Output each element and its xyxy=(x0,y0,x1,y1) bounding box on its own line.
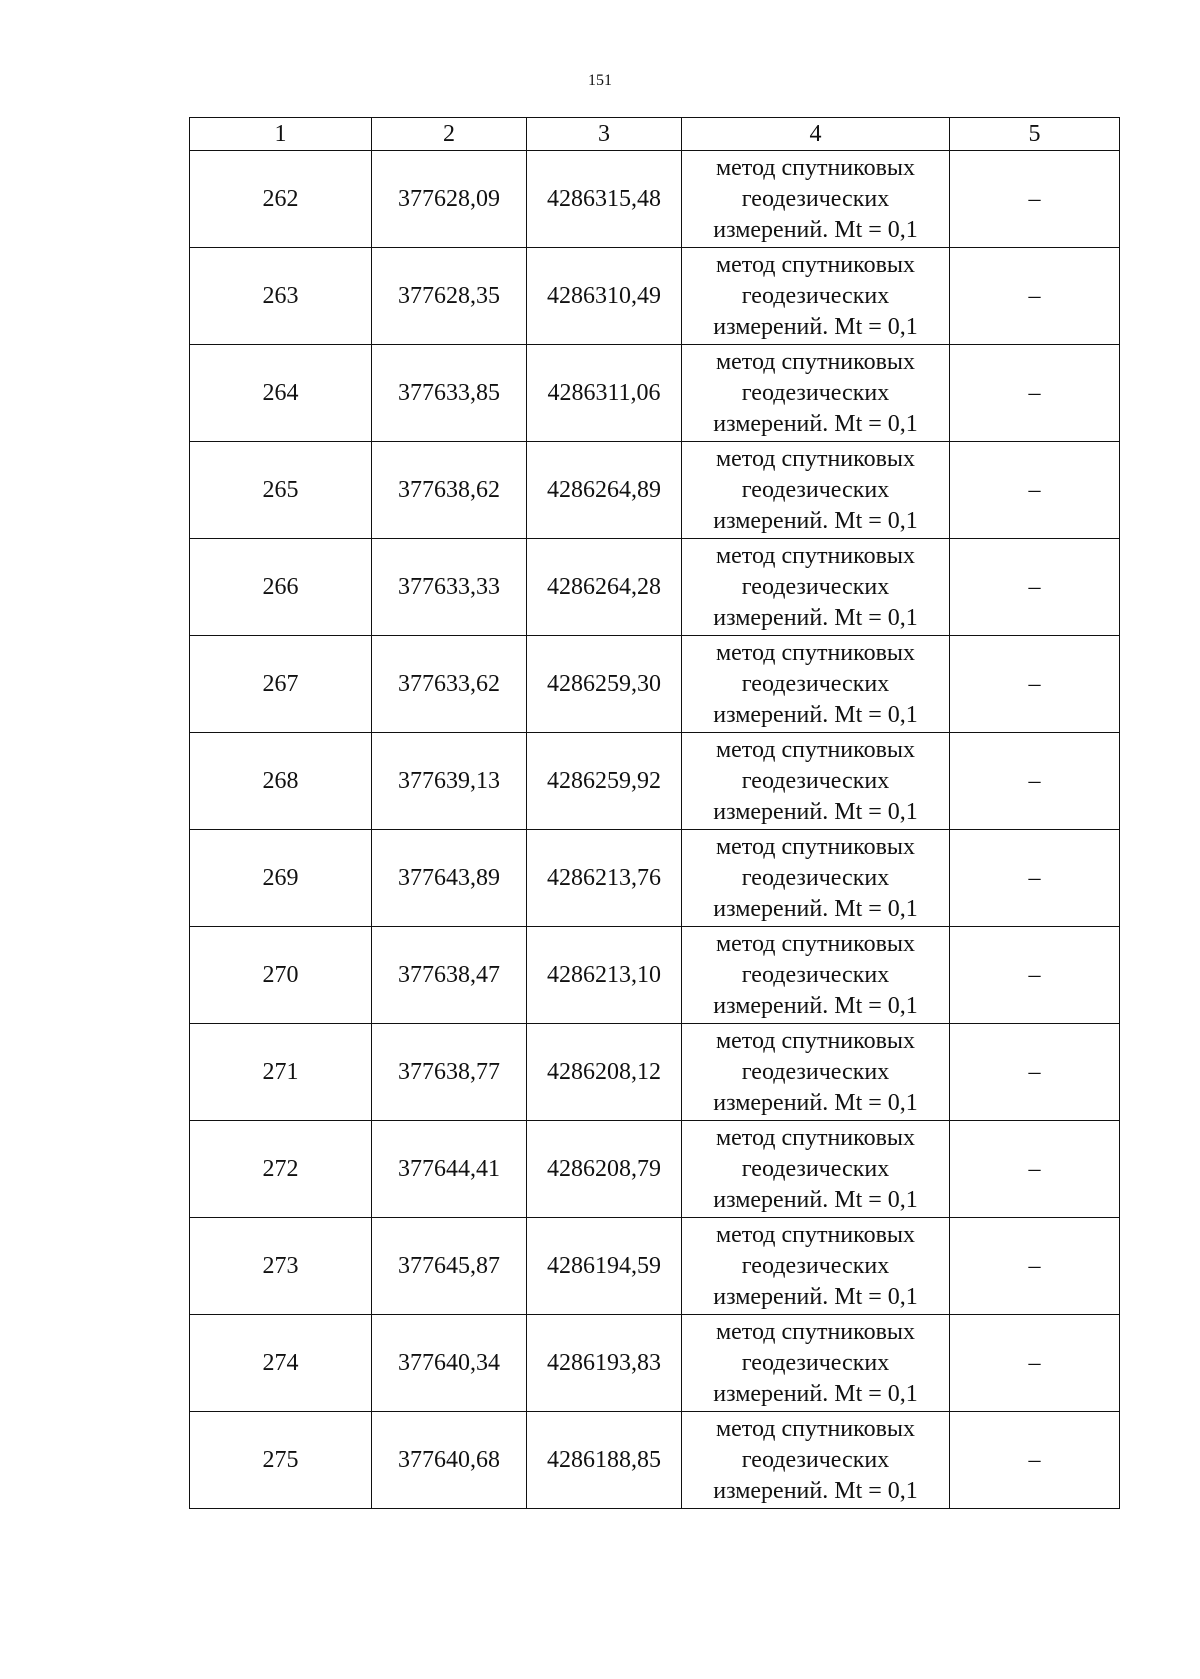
table-row xyxy=(190,1121,1120,1218)
x-coordinate-cell: 377639,13 xyxy=(372,733,527,830)
y-coordinate-cell: 4286259,30 xyxy=(527,636,682,733)
table-row xyxy=(190,248,1120,345)
y-coordinate-cell: 4286194,59 xyxy=(527,1218,682,1315)
method-cell: метод спутниковых геодезических измерений. Mt = 0,1 xyxy=(682,927,950,1024)
note-cell: – xyxy=(950,539,1120,636)
point-number-cell: 274 xyxy=(190,1315,372,1412)
method-cell: метод спутниковых геодезических измерений. Mt = 0,1 xyxy=(682,442,950,539)
y-coordinate-cell: 4286213,76 xyxy=(527,830,682,927)
note-cell: – xyxy=(950,830,1120,927)
method-cell: метод спутниковых геодезических измерений. Mt = 0,1 xyxy=(682,733,950,830)
method-cell: метод спутниковых геодезических измерений. Mt = 0,1 xyxy=(682,248,950,345)
y-coordinate-cell: 4286213,10 xyxy=(527,927,682,1024)
method-cell: метод спутниковых геодезических измерений. Mt = 0,1 xyxy=(682,636,950,733)
x-coordinate-cell: 377638,62 xyxy=(372,442,527,539)
y-coordinate-cell: 4286315,48 xyxy=(527,151,682,248)
x-coordinate-cell: 377633,62 xyxy=(372,636,527,733)
note-cell: – xyxy=(950,248,1120,345)
y-coordinate-cell: 4286208,79 xyxy=(527,1121,682,1218)
note-cell: – xyxy=(950,1024,1120,1121)
note-cell: – xyxy=(950,1121,1120,1218)
method-cell: метод спутниковых геодезических измерений. Mt = 0,1 xyxy=(682,1121,950,1218)
x-coordinate-cell: 377644,41 xyxy=(372,1121,527,1218)
note-cell: – xyxy=(950,1218,1120,1315)
point-number-cell: 271 xyxy=(190,1024,372,1121)
x-coordinate-cell: 377633,85 xyxy=(372,345,527,442)
x-coordinate-cell: 377628,35 xyxy=(372,248,527,345)
table-header-row xyxy=(190,118,1120,151)
y-coordinate-cell: 4286264,28 xyxy=(527,539,682,636)
point-number-cell: 262 xyxy=(190,151,372,248)
x-coordinate-cell: 377640,34 xyxy=(372,1315,527,1412)
note-cell: – xyxy=(950,636,1120,733)
column-header: 2 xyxy=(372,118,527,151)
y-coordinate-cell: 4286311,06 xyxy=(527,345,682,442)
table-row xyxy=(190,1412,1120,1509)
y-coordinate-cell: 4286193,83 xyxy=(527,1315,682,1412)
table-row xyxy=(190,442,1120,539)
page-number: 151 xyxy=(588,72,612,89)
method-cell: метод спутниковых геодезических измерений. Mt = 0,1 xyxy=(682,830,950,927)
x-coordinate-cell: 377640,68 xyxy=(372,1412,527,1509)
method-cell: метод спутниковых геодезических измерений. Mt = 0,1 xyxy=(682,1315,950,1412)
x-coordinate-cell: 377638,47 xyxy=(372,927,527,1024)
table-row xyxy=(190,1218,1120,1315)
table-row xyxy=(190,151,1120,248)
table-body xyxy=(190,151,1120,1509)
y-coordinate-cell: 4286264,89 xyxy=(527,442,682,539)
y-coordinate-cell: 4286310,49 xyxy=(527,248,682,345)
x-coordinate-cell: 377628,09 xyxy=(372,151,527,248)
x-coordinate-cell: 377643,89 xyxy=(372,830,527,927)
method-cell: метод спутниковых геодезических измерений. Mt = 0,1 xyxy=(682,1218,950,1315)
note-cell: – xyxy=(950,1412,1120,1509)
method-cell: метод спутниковых геодезических измерений. Mt = 0,1 xyxy=(682,151,950,248)
note-cell: – xyxy=(950,442,1120,539)
point-number-cell: 273 xyxy=(190,1218,372,1315)
point-number-cell: 266 xyxy=(190,539,372,636)
column-header: 3 xyxy=(527,118,682,151)
coordinates-table xyxy=(189,117,1120,1509)
column-header: 1 xyxy=(190,118,372,151)
point-number-cell: 265 xyxy=(190,442,372,539)
column-header: 5 xyxy=(950,118,1120,151)
note-cell: – xyxy=(950,1315,1120,1412)
table-row xyxy=(190,830,1120,927)
point-number-cell: 272 xyxy=(190,1121,372,1218)
method-cell: метод спутниковых геодезических измерений. Mt = 0,1 xyxy=(682,345,950,442)
point-number-cell: 267 xyxy=(190,636,372,733)
note-cell: – xyxy=(950,733,1120,830)
note-cell: – xyxy=(950,345,1120,442)
point-number-cell: 268 xyxy=(190,733,372,830)
point-number-cell: 264 xyxy=(190,345,372,442)
table-row xyxy=(190,927,1120,1024)
column-header: 4 xyxy=(682,118,950,151)
table-row xyxy=(190,345,1120,442)
x-coordinate-cell: 377638,77 xyxy=(372,1024,527,1121)
table-row xyxy=(190,636,1120,733)
method-cell: метод спутниковых геодезических измерений. Mt = 0,1 xyxy=(682,1412,950,1509)
y-coordinate-cell: 4286259,92 xyxy=(527,733,682,830)
method-cell: метод спутниковых геодезических измерений. Mt = 0,1 xyxy=(682,1024,950,1121)
y-coordinate-cell: 4286188,85 xyxy=(527,1412,682,1509)
y-coordinate-cell: 4286208,12 xyxy=(527,1024,682,1121)
x-coordinate-cell: 377645,87 xyxy=(372,1218,527,1315)
method-cell: метод спутниковых геодезических измерений. Mt = 0,1 xyxy=(682,539,950,636)
table-row xyxy=(190,1315,1120,1412)
point-number-cell: 275 xyxy=(190,1412,372,1509)
note-cell: – xyxy=(950,151,1120,248)
point-number-cell: 269 xyxy=(190,830,372,927)
x-coordinate-cell: 377633,33 xyxy=(372,539,527,636)
note-cell: – xyxy=(950,927,1120,1024)
point-number-cell: 263 xyxy=(190,248,372,345)
table-row xyxy=(190,539,1120,636)
table-row xyxy=(190,733,1120,830)
point-number-cell: 270 xyxy=(190,927,372,1024)
table-row xyxy=(190,1024,1120,1121)
